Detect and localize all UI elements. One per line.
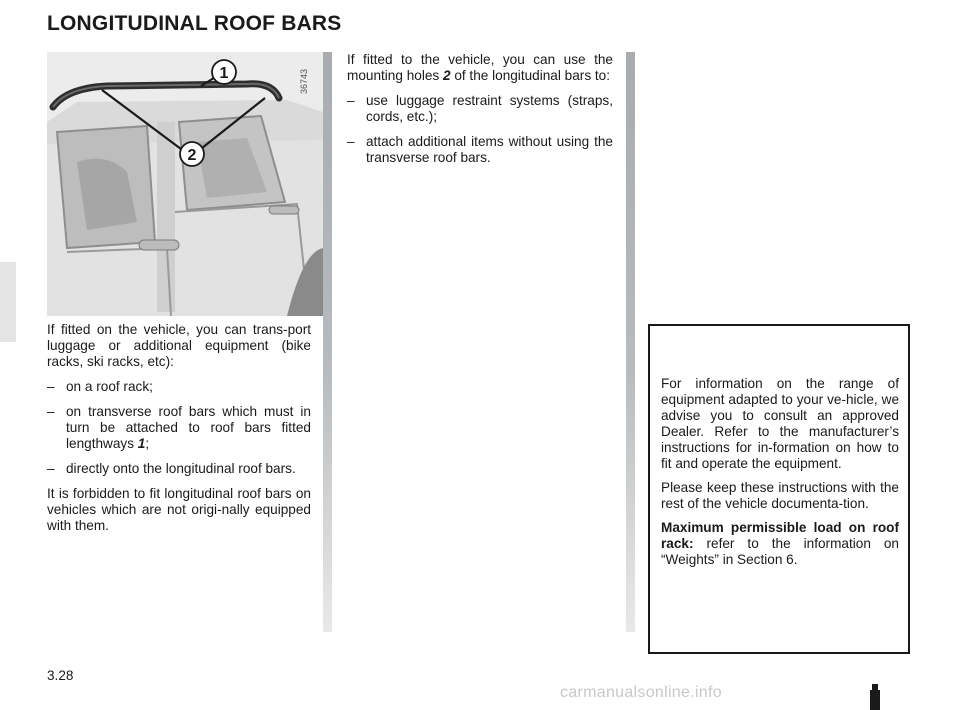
page-title: LONGITUDINAL ROOF BARS [47,12,342,35]
column-divider-right [626,52,635,632]
dash-marker: – [347,134,355,149]
left-column-text [47,322,311,543]
reference-number: 1 [137,436,146,451]
left-closing: It is forbidden to fit longitudinal roof bars on vehicles which are not origi-nally equipped with them. [47,486,311,533]
right-intro-start: If fitted to the vehicle, you can use the mounting holes [347,52,613,83]
reference-number: 2 [442,68,451,83]
info-box [648,324,910,654]
info-paragraph-3 [661,520,899,568]
max-load-heading: Maximum permissible load on roof rack: [661,520,899,551]
list-item [47,379,311,395]
list-item [47,461,311,477]
dash-marker: – [47,379,55,394]
list-item [47,404,311,452]
info-paragraph-2: Please keep these instructions with the rest of the vehicle documenta-tion. [661,480,899,511]
callout-2-label: 2 [187,147,197,164]
bullet-text: attach additional items without using the transverse roof bars. [366,134,613,165]
info-box-text [661,376,899,576]
dash-marker: – [47,404,55,419]
dash-marker: – [47,461,55,476]
right-intro-end: of the longitudinal bars to: [450,68,611,83]
right-column-text [347,52,613,175]
callout-1-label: 1 [219,65,229,82]
bullet-text: use luggage restraint systems (straps, cords, etc.); [366,93,613,124]
list-item [347,93,613,125]
section-tab [0,262,16,342]
roof-bars-illustration [47,52,323,316]
max-load-text: refer to the information on “Weights” in Section 6. [661,536,899,567]
column-divider-left [323,52,332,632]
left-intro: If fitted on the vehicle, you can trans-port luggage or additional equipment (bike racks, ski racks, etc): [47,322,311,369]
figure-number: 36743 [299,68,309,94]
bullet-text: on a roof rack; [66,379,153,394]
watermark: carmanualsonline.info [560,684,722,701]
bullet-end: ; [145,436,150,451]
dash-marker: – [347,93,355,108]
list-item [347,134,613,166]
corner-marker [870,690,880,710]
bullet-text: on transverse roof bars which must in turn be attached to roof bars fitted lengthways [66,404,311,451]
bullet-text: directly onto the longitudinal roof bars. [66,461,296,476]
page-number: 3.28 [47,668,74,683]
right-intro [347,52,613,84]
info-paragraph-1: For information on the range of equipment adapted to your ve-hicle, we advise you to consult an approved Dealer. Refer to the manufacturer’s instructions for in-formation on how to fit and operate the equipment. [661,376,899,471]
